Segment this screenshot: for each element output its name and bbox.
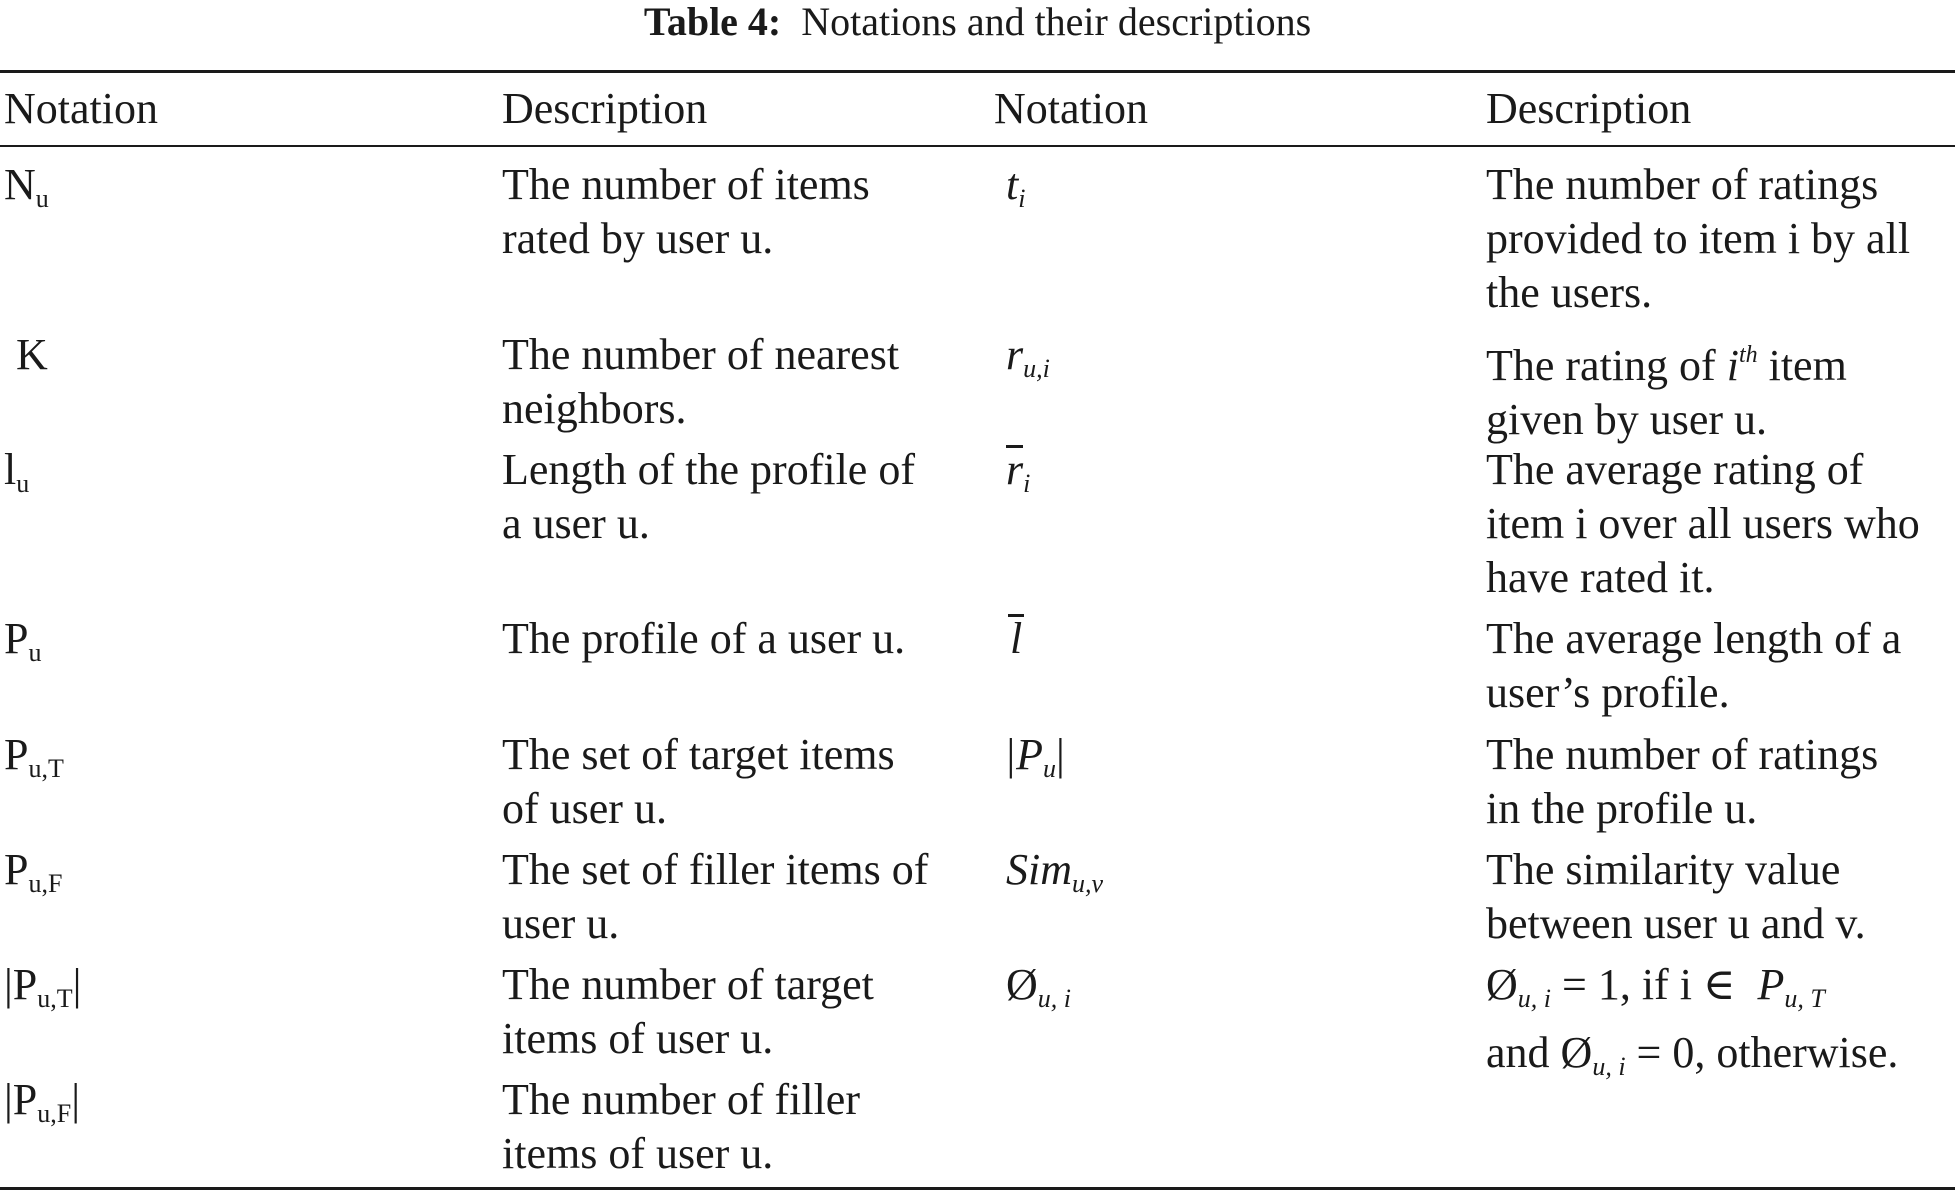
description-cell: The average length of a user’s profile. (1486, 614, 1902, 717)
description-cell: The number of items rated by user u. (502, 160, 870, 263)
notation-cell: $l_u$ (4, 445, 30, 498)
notation-cell: $P_u$ (4, 614, 42, 667)
notation-cell: K (16, 330, 48, 379)
header-notation-1: Notation (4, 84, 158, 133)
notation-cell: ti (1006, 160, 1026, 213)
description-cell: The profile of a user u. (502, 614, 906, 663)
description-cell: The average rating of item i over all users who have rated it. (1486, 445, 1920, 602)
notation-cell: ru,i (1006, 330, 1050, 383)
notation-cell: $P_{u,T}$ (4, 730, 64, 783)
notation-cell: l (1010, 614, 1023, 663)
header-description-1: Description (502, 84, 708, 133)
header-rule (0, 145, 1955, 147)
top-rule (0, 70, 1955, 73)
header-description-2: Description (1486, 84, 1692, 133)
table-label: Table 4: (643, 0, 782, 44)
description-cell: Length of the profile of a user u. (502, 445, 915, 548)
table-title: Notations and their descriptions (801, 0, 1312, 44)
description-cell: The number of target items of user u. (502, 960, 874, 1063)
notation-cell: $|P_{u,F}|$ (4, 1075, 81, 1128)
notation-cell: $P_{u,F}$ (4, 845, 63, 898)
description-cell: The number of nearest neighbors. (502, 330, 900, 433)
description-cell: The number of ratings provided to item i by all the users. (1486, 160, 1911, 317)
description-cell: The set of target items of user u. (502, 730, 895, 833)
bottom-rule (0, 1187, 1955, 1190)
table-caption (0, 0, 1955, 44)
notation-cell: Øu, i (1006, 960, 1072, 1013)
description-cell: The set of filler items of user u. (502, 845, 929, 948)
description-cell: Øu, i = 1, if i ∈ Pu, T and Øu, i = 0, otherwise. (1486, 960, 1899, 1081)
description-cell: The number of filler items of user u. (502, 1075, 860, 1178)
notation-cell: $|P_{u,T}|$ (4, 960, 82, 1013)
header-notation-2: Notation (994, 84, 1148, 133)
notation-cell: $N_u$ (4, 160, 49, 213)
notation-cell: ri (1006, 445, 1031, 498)
description-cell: The rating of $i^{th}$ item given by user u. (1486, 341, 1847, 444)
description-cell: The similarity value between user u and v. (1486, 845, 1866, 948)
notation-cell: |Pu| (1004, 730, 1065, 783)
description-cell: The number of ratings in the profile u. (1486, 730, 1879, 833)
notation-cell: Simu,v (1006, 845, 1104, 898)
